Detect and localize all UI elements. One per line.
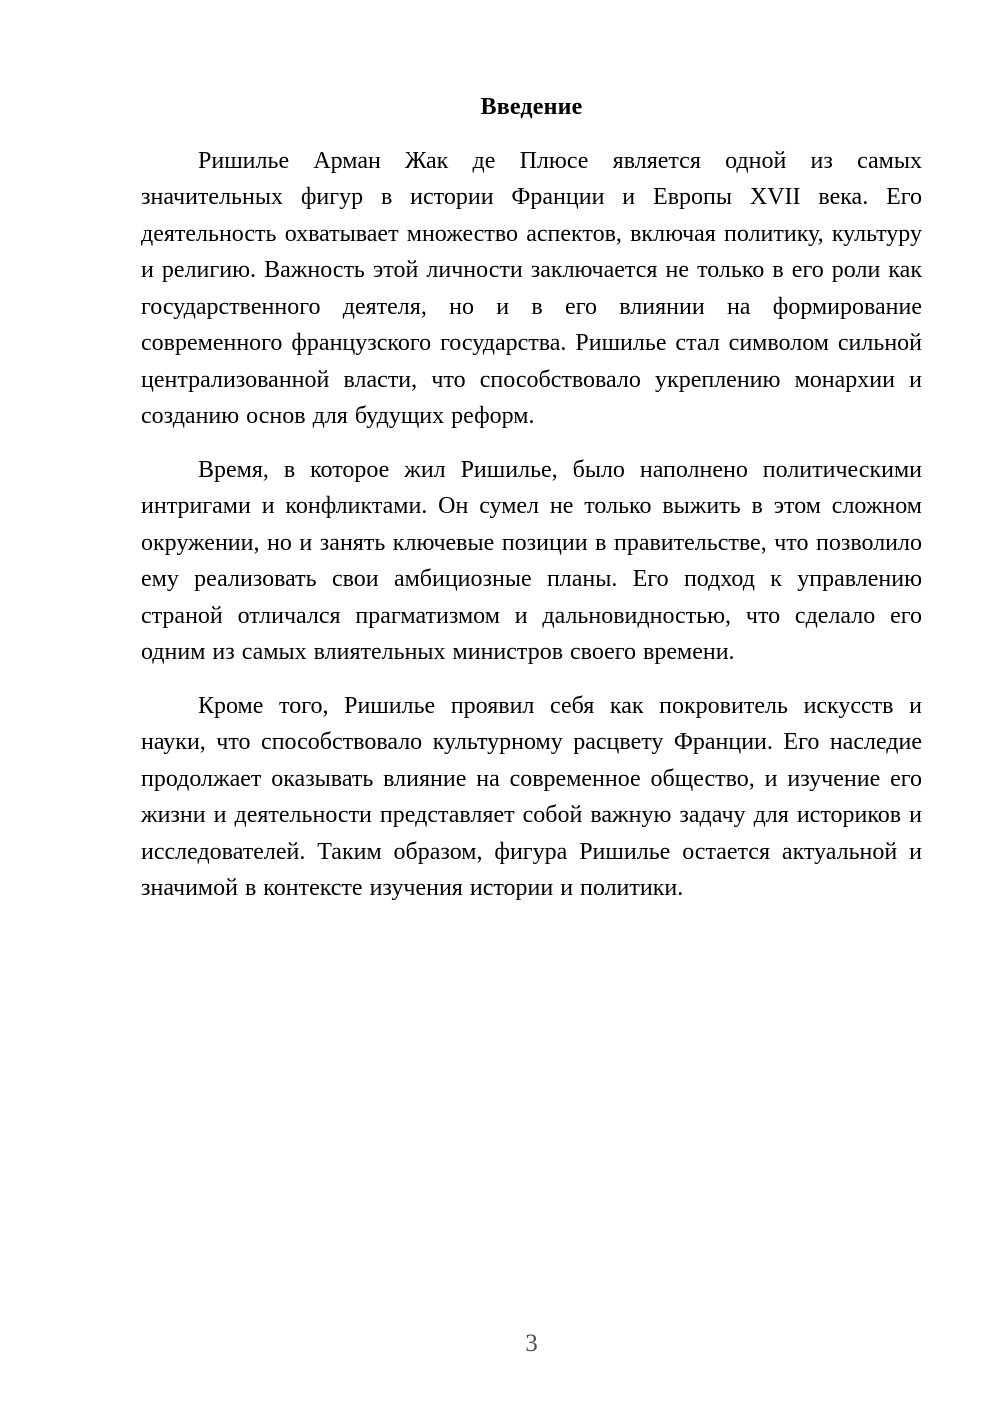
section-title: Введение <box>480 94 583 120</box>
document-content <box>141 89 922 924</box>
paragraph-2: Время, в которое жил Ришилье, было наполнено политическими интригами и конфликтами. Он сумел не только выжить в этом сложном окружении, но и занять ключевые позиции в правительстве, что позволило ему реализовать свои амбициозные планы. Его подход к управлению страной отличался прагматизмом и дальновидностью, что сделало его одним из самых влиятельных министров своего времени. <box>141 456 922 665</box>
paragraph-1: Ришилье Арман Жак де Плюсе является одной из самых значительных фигур в истории Франции и Европы XVII века. Его деятельность охватывает множество аспектов, включая политику, культуру и религию. Важность этой личности заключается не только в его роли как государственного деятеля, но и в его влиянии на формирование современного французского государства. Ришилье стал символом сильной централизованной власти, что способствовало укреплению монархии и созданию основ для будущих реформ. <box>141 147 922 429</box>
page-number: 3 <box>525 1330 538 1357</box>
paragraph-3: Кроме того, Ришилье проявил себя как покровитель искусств и науки, что способствовало культурному расцвету Франции. Его наследие продолжает оказывать влияние на современное общество, и изучение его жизни и деятельности представляет собой важную задачу для историков и исследователей. Таким образом, фигура Ришилье остается актуальной и значимой в контексте изучения истории и политики. <box>141 692 922 901</box>
